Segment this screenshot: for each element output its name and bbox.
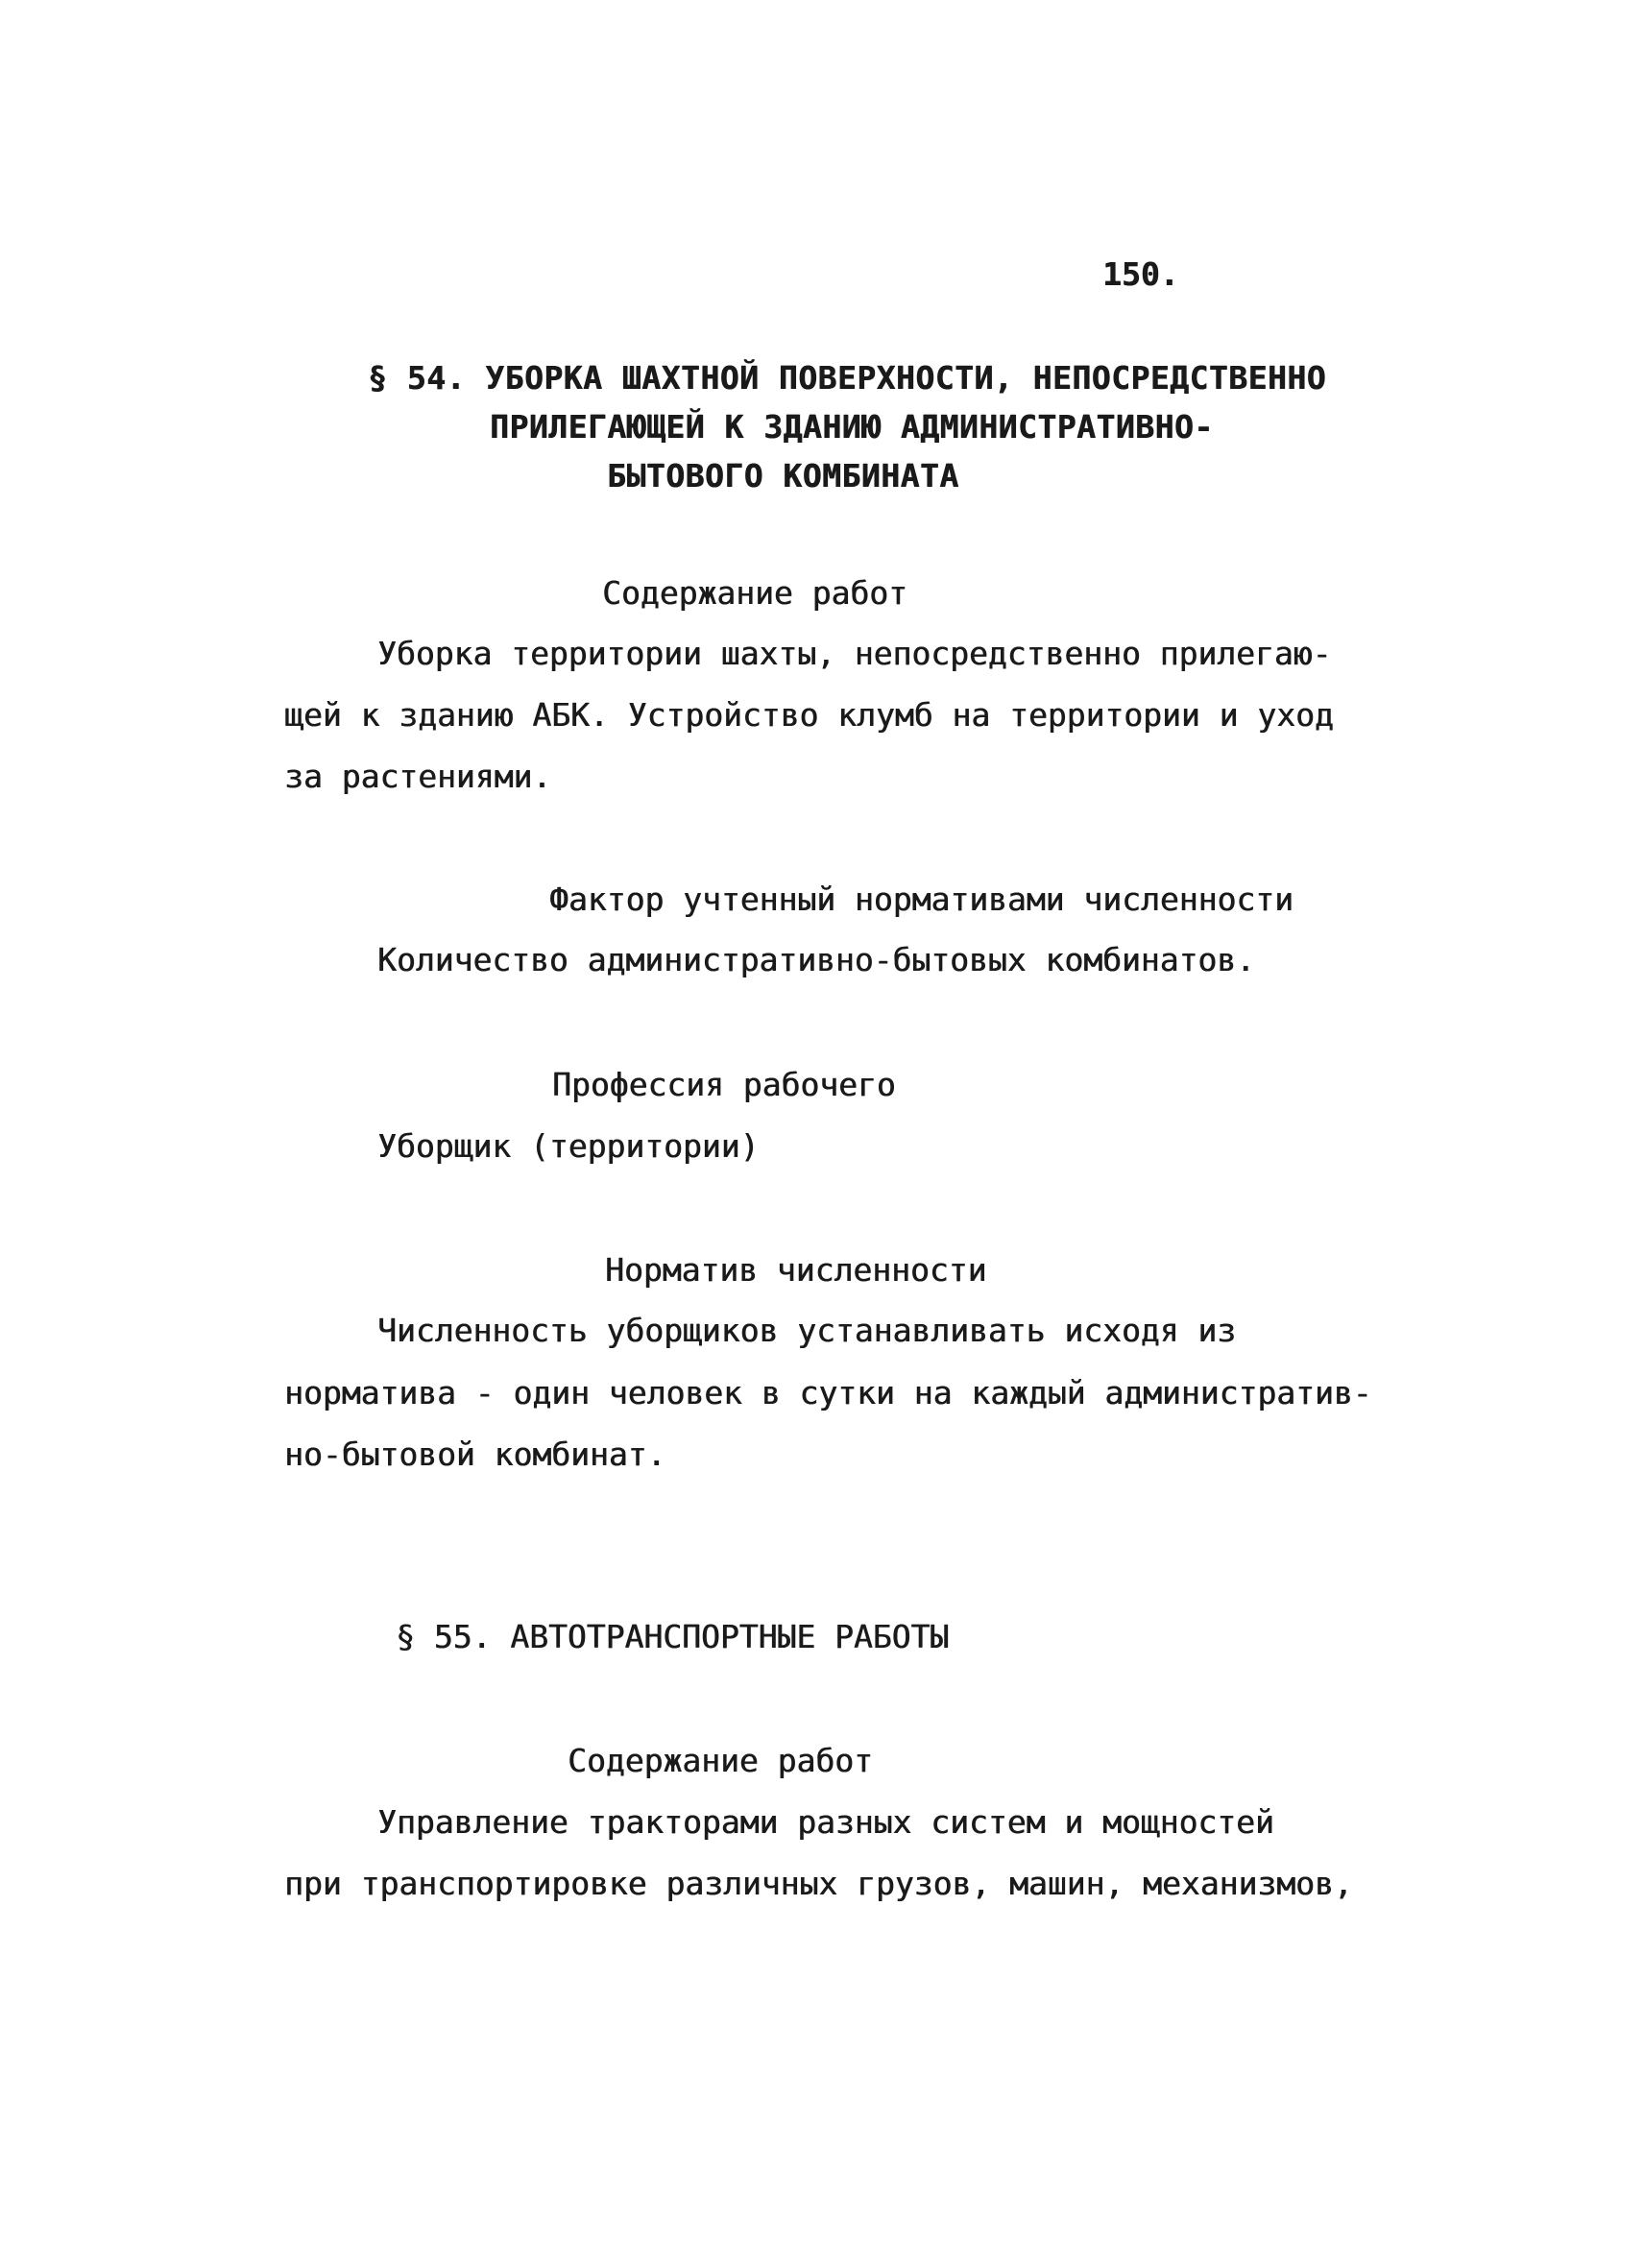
content-line: щей к зданию АБК. Устройство клумб на территории и уход: [284, 696, 1334, 734]
factor-text: Количество административно-бытовых комбинатов.: [377, 941, 1255, 978]
norm-line: норматива - один человек в сутки на каждый административ-: [284, 1374, 1372, 1411]
content-line: за растениями.: [284, 758, 552, 795]
norm-heading: Норматив численности: [605, 1251, 987, 1289]
content-heading: Содержание работ: [602, 574, 907, 612]
norm-line: но-бытовой комбинат.: [284, 1436, 666, 1473]
norm-line: Численность уборщиков устанавливать исходя из: [377, 1312, 1237, 1349]
content-line: Управление тракторами разных систем и мощностей: [377, 1803, 1274, 1841]
content-line: Уборка территории шахты, непосредственно прилегаю-: [377, 635, 1332, 672]
page-number: 150.: [1102, 255, 1179, 293]
profession-text: Уборщик (территории): [377, 1127, 760, 1165]
section-55-title: § 55. АВТОТРАНСПОРТНЫЕ РАБОТЫ: [396, 1618, 950, 1655]
profession-heading: Профессия рабочего: [552, 1066, 896, 1103]
section-54-title-line-2: ПРИЛЕГАЮЩЕЙ К ЗДАНИЮ АДМИНИСТРАТИВНО-: [490, 408, 1214, 446]
content-heading: Содержание работ: [568, 1742, 873, 1779]
content-line: при транспортировке различных грузов, машин, механизмов,: [284, 1865, 1353, 1902]
factor-heading: Фактор учтенный нормативами численности: [549, 881, 1293, 918]
section-54-title-line-1: § 54. УБОРКА ШАХТНОЙ ПОВЕРХНОСТИ, НЕПОСРЕДСТВЕННО: [368, 359, 1327, 397]
section-54-title-line-3: БЫТОВОГО КОМБИНАТА: [607, 457, 959, 495]
